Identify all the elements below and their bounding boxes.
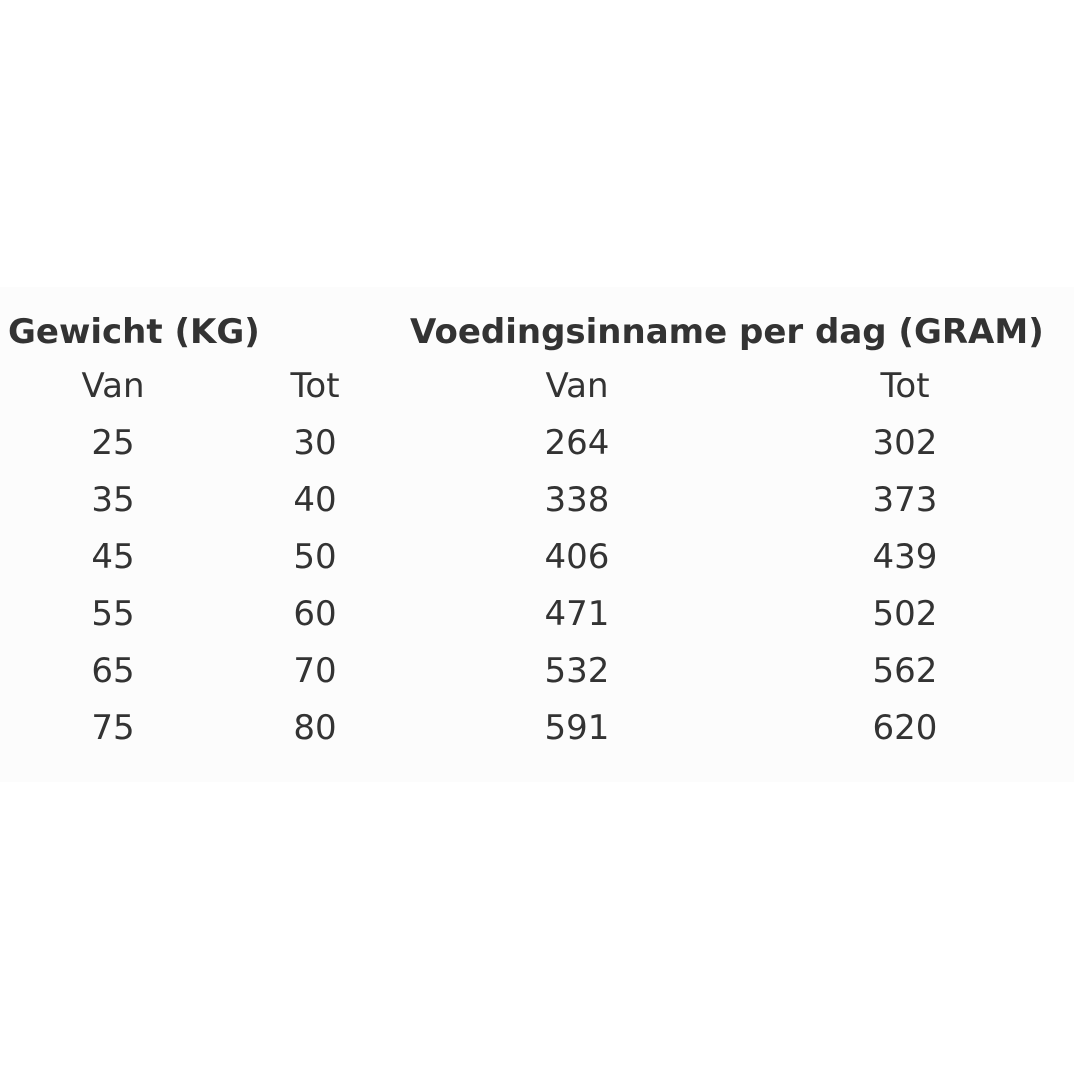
table-cell: 30	[293, 423, 337, 463]
table-cell: 45	[91, 537, 135, 577]
table-cell: 80	[293, 708, 337, 748]
table-cell: 25	[91, 423, 135, 463]
table-cell: 55	[91, 594, 135, 634]
intake-group-header: Voedingsinname per dag (GRAM)	[410, 312, 1044, 352]
table-cell: 532	[544, 651, 610, 691]
weight-from-header: Van	[81, 366, 145, 406]
intake-from-header: Van	[545, 366, 609, 406]
table-cell: 620	[872, 708, 938, 748]
table-cell: 264	[544, 423, 610, 463]
table-cell: 562	[872, 651, 938, 691]
table-cell: 406	[544, 537, 610, 577]
table-cell: 65	[91, 651, 135, 691]
intake-to-header: Tot	[880, 366, 930, 406]
feeding-table	[0, 287, 1074, 782]
table-cell: 40	[293, 480, 337, 520]
weight-to-header: Tot	[290, 366, 340, 406]
table-cell: 75	[91, 708, 135, 748]
table-cell: 338	[544, 480, 610, 520]
table-cell: 471	[544, 594, 610, 634]
table-cell: 439	[872, 537, 938, 577]
table-cell: 70	[293, 651, 337, 691]
table-cell: 302	[872, 423, 938, 463]
table-cell: 50	[293, 537, 337, 577]
table-cell: 591	[544, 708, 610, 748]
table-cell: 60	[293, 594, 337, 634]
table-cell: 373	[872, 480, 938, 520]
table-cell: 502	[872, 594, 938, 634]
weight-group-header: Gewicht (KG)	[8, 312, 260, 352]
table-cell: 35	[91, 480, 135, 520]
